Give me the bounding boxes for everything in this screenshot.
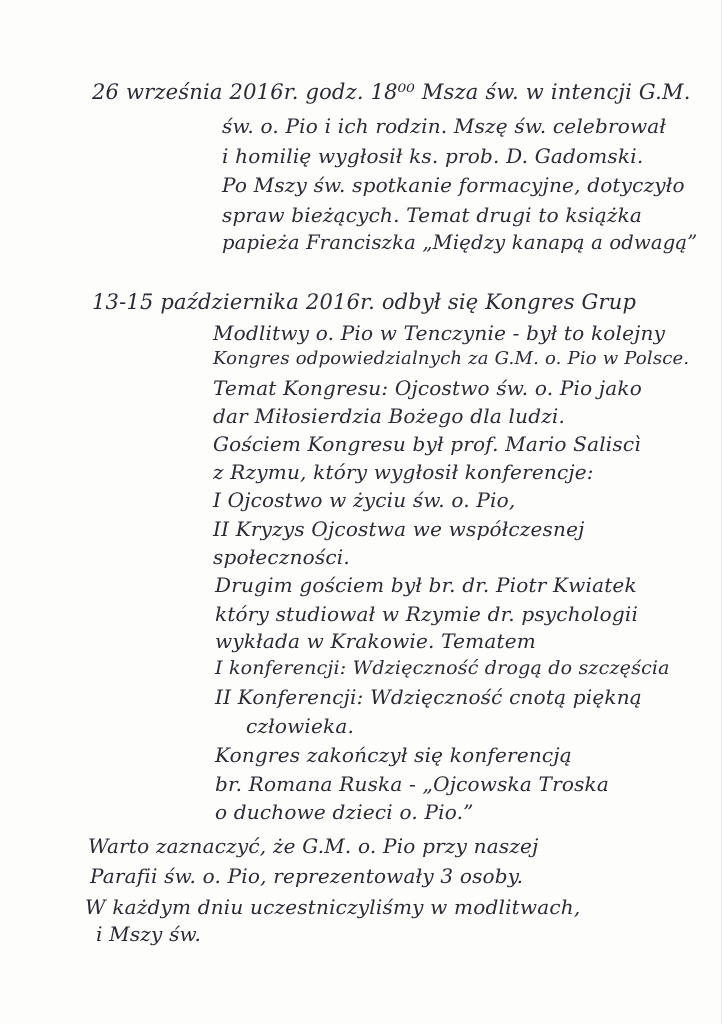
entry-1-line-5: spraw bieżących. Temat drugi to książka bbox=[222, 203, 643, 227]
closing-line-2: Parafii św. o. Pio, reprezentowały 3 osoby. bbox=[90, 864, 524, 888]
entry-2-line-13: wykłada w Krakowie. Tematem bbox=[215, 629, 536, 653]
closing-line-1: Warto zaznaczyć, że G.M. o. Pio przy naszej bbox=[88, 834, 539, 858]
entry-2-line-3: Kongres odpowiedzialnych za G.M. o. Pio w Polsce. bbox=[213, 348, 690, 369]
entry-1-line-1: 26 września 2016r. godz. 18⁰⁰ Msza św. w intencji G.M. bbox=[92, 80, 691, 104]
entry-2-line-4: Temat Kongresu: Ojcostwo św. o. Pio jako bbox=[213, 376, 642, 400]
entry-2-line-6: Gościem Kongresu był prof. Mario Saliscì bbox=[213, 432, 641, 456]
entry-2-line-2: Modlitwy o. Pio w Tenczynie - był to kolejny bbox=[213, 321, 666, 345]
closing-line-4: i Mszy św. bbox=[96, 922, 202, 946]
entry-1-line-6: papieża Franciszka „Między kanapą a odwagą” bbox=[222, 231, 698, 254]
entry-1-line-2: św. o. Pio i ich rodzin. Mszę św. celebrował bbox=[222, 114, 667, 138]
closing-line-3: W każdym dniu uczestniczyliśmy w modlitwach, bbox=[85, 895, 581, 919]
entry-2-line-16: człowieka. bbox=[246, 714, 355, 738]
entry-1-line-4: Po Mszy św. spotkanie formacyjne, dotyczyło bbox=[222, 173, 685, 197]
entry-2-line-18: br. Romana Ruska - „Ojcowska Troska bbox=[215, 772, 609, 796]
entry-2-line-1: 13-15 października 2016r. odbył się Kongres Grup bbox=[92, 290, 637, 314]
entry-2-line-9: II Kryzys Ojcostwa we współczesnej bbox=[213, 517, 585, 541]
entry-2-line-11: Drugim gościem był br. dr. Piotr Kwiatek bbox=[215, 573, 637, 597]
entry-2-line-14: I konferencji: Wdzięczność drogą do szczęścia bbox=[215, 657, 670, 679]
entry-2-line-17: Kongres zakończył się konferencją bbox=[215, 743, 572, 767]
entry-2-line-7: z Rzymu, który wygłosił konferencje: bbox=[213, 460, 594, 484]
entry-2-line-15: II Konferencji: Wdzięczność cnotą piękną bbox=[215, 685, 642, 709]
entry-2-line-12: który studiował w Rzymie dr. psychologii bbox=[215, 602, 639, 626]
entry-1-line-3: i homilię wygłosił ks. prob. D. Gadomski. bbox=[222, 144, 644, 168]
entry-2-line-19: o duchowe dzieci o. Pio.” bbox=[215, 800, 474, 824]
entry-2-line-10: społeczności. bbox=[213, 545, 350, 569]
entry-2-line-8: I Ojcostwo w życiu św. o. Pio, bbox=[213, 488, 516, 512]
entry-2-line-5: dar Miłosierdzia Bożego dla ludzi. bbox=[213, 404, 566, 428]
